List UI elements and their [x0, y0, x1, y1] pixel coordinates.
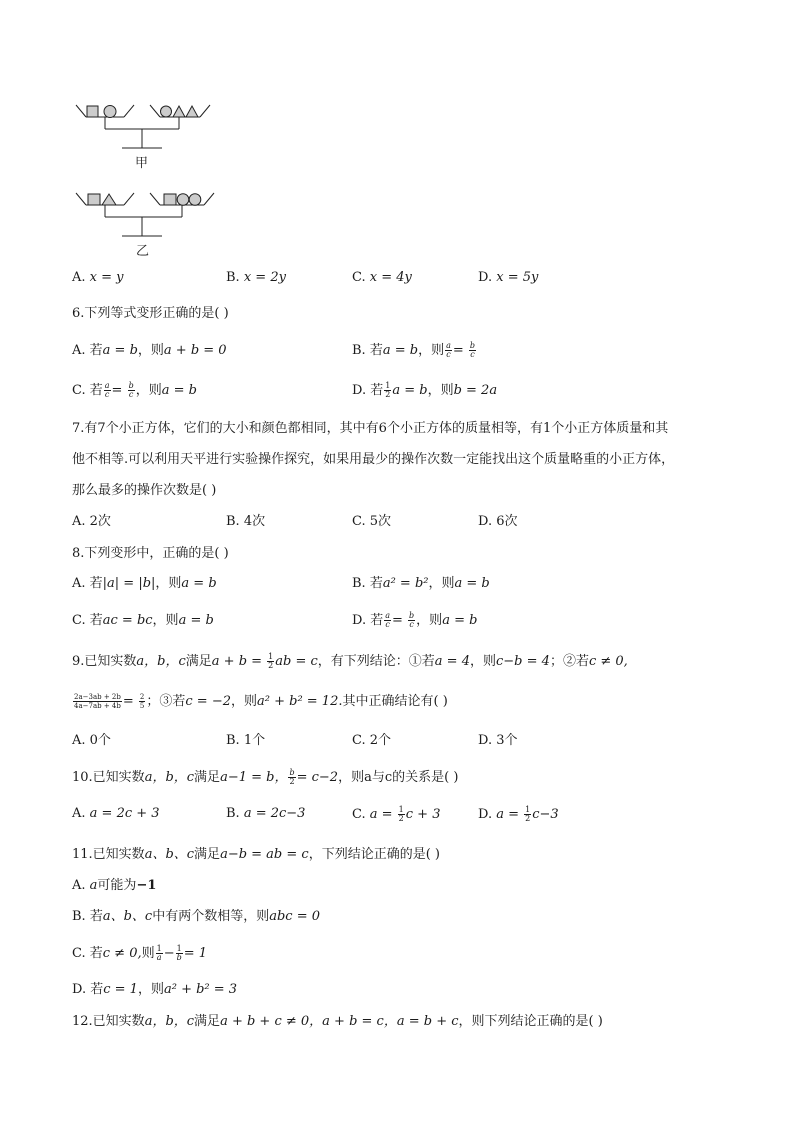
q6-option-a: A. 若a = b，则a + b = 0: [72, 343, 227, 358]
triangle-shape: [173, 106, 185, 117]
triangle-shape: [186, 106, 198, 117]
q5-option-d: D. x = 5y: [478, 270, 539, 285]
q6-option-b: B. 若a = b，则 $\frac{a}{c}$ = $\frac{b}{c}$: [352, 341, 476, 359]
figure-label-top: 甲: [135, 156, 149, 171]
q9-stem-line2: $\frac{2a-3ab + 2b}{4a-7ab + 4b}$ = $\frac{2}{5}$ ；③若c = −2，则a² + b² = 12.其中正确结论有( ): [74, 693, 448, 710]
q10-stem: 10.已知实数a，b，c满足a−1 = b， $\frac{b}{2}$ = c−2，则a与c的关系是( ): [72, 768, 459, 786]
q7-option-b: B. 4次: [226, 514, 266, 529]
q11-stem: 11.已知实数a、b、c满足a−b = ab = c，下列结论正确的是( ): [72, 847, 440, 862]
balance-top: [76, 105, 210, 171]
q11-option-b: B. 若a、b、c中有两个数相等，则abc = 0: [72, 909, 320, 924]
q12-stem: 12.已知实数a，b，c满足a + b + c ≠ 0，a + b = c，a = b + c，则下列结论正确的是( ): [72, 1014, 603, 1029]
q7-stem-line3: 那么最多的操作次数是( ): [72, 483, 217, 498]
circle-shape: [161, 106, 172, 117]
q5-option-c: C. x = 4y: [352, 270, 412, 285]
q7-stem-line1: 7.有7个小正方体，它们的大小和颜色都相同，其中有6个小正方体的质量相等，有1个小正方体质量和其: [72, 421, 669, 436]
q8-option-c: C. 若ac = bc，则a = b: [72, 613, 214, 628]
q7-stem-line2: 他不相等.可以利用天平进行实验操作探究，如果用最少的操作次数一定能找出这个质量略重的小正方体，: [72, 452, 675, 467]
square-shape: [87, 106, 98, 117]
q8-option-a: A. 若|a| = |b|，则a = b: [72, 576, 217, 591]
q8-option-d: D. 若 $\frac{a}{c}$ = $\frac{b}{c}$ ，则a = b: [352, 611, 478, 629]
q9-option-c: C. 2个: [352, 733, 392, 748]
q10-option-d: D. a = $\frac{1}{2}$ c−3: [478, 805, 559, 823]
square-shape: [164, 194, 176, 205]
q5-option-a: A. x = y: [72, 270, 124, 285]
q9-option-a: A. 0个: [72, 733, 111, 748]
circle-shape: [189, 194, 201, 206]
q5-option-b: B. x = 2y: [226, 270, 286, 285]
q9-stem-line1: 9.已知实数a，b，c满足a + b = $\frac{1}{2}$ ab = c，有下列结论：①若a = 4，则c−b = 4；②若c ≠ 0,: [72, 652, 628, 670]
balance-bottom: [76, 193, 214, 259]
triangle-shape: [102, 194, 116, 205]
q9-option-d: D. 3个: [478, 733, 518, 748]
q7-option-a: A. 2次: [72, 514, 111, 529]
circle-shape: [104, 106, 116, 118]
q11-option-a: A. a可能为−1: [72, 878, 157, 893]
q9-option-b: B. 1个: [226, 733, 266, 748]
q8-stem: 8.下列变形中，正确的是( ): [72, 546, 229, 561]
q7-option-c: C. 5次: [352, 514, 392, 529]
balance-figure: [72, 95, 222, 265]
q6-option-c: C. 若 $\frac{a}{c}$ = $\frac{b}{c}$ ，则a = b: [72, 381, 197, 399]
square-shape: [88, 194, 100, 205]
q11-option-d: D. 若c = 1，则a² + b² = 3: [72, 982, 238, 997]
q8-option-b: B. 若a² = b²，则a = b: [352, 576, 490, 591]
circle-shape: [177, 194, 189, 206]
q10-option-c: C. a = $\frac{1}{2}$ c + 3: [352, 805, 441, 823]
q7-option-d: D. 6次: [478, 514, 518, 529]
figure-label-bottom: 乙: [136, 244, 150, 259]
q6-stem: 6.下列等式变形正确的是( ): [72, 306, 229, 321]
q6-option-d: D. 若 $\frac{1}{2}$ a = b，则b = 2a: [352, 381, 498, 399]
q10-option-b: B. a = 2c−3: [226, 806, 306, 821]
q11-option-c: C. 若c ≠ 0,则 $\frac{1}{a}$ − $\frac{1}{b}$ = 1: [72, 944, 207, 962]
q10-option-a: A. a = 2c + 3: [72, 806, 160, 821]
